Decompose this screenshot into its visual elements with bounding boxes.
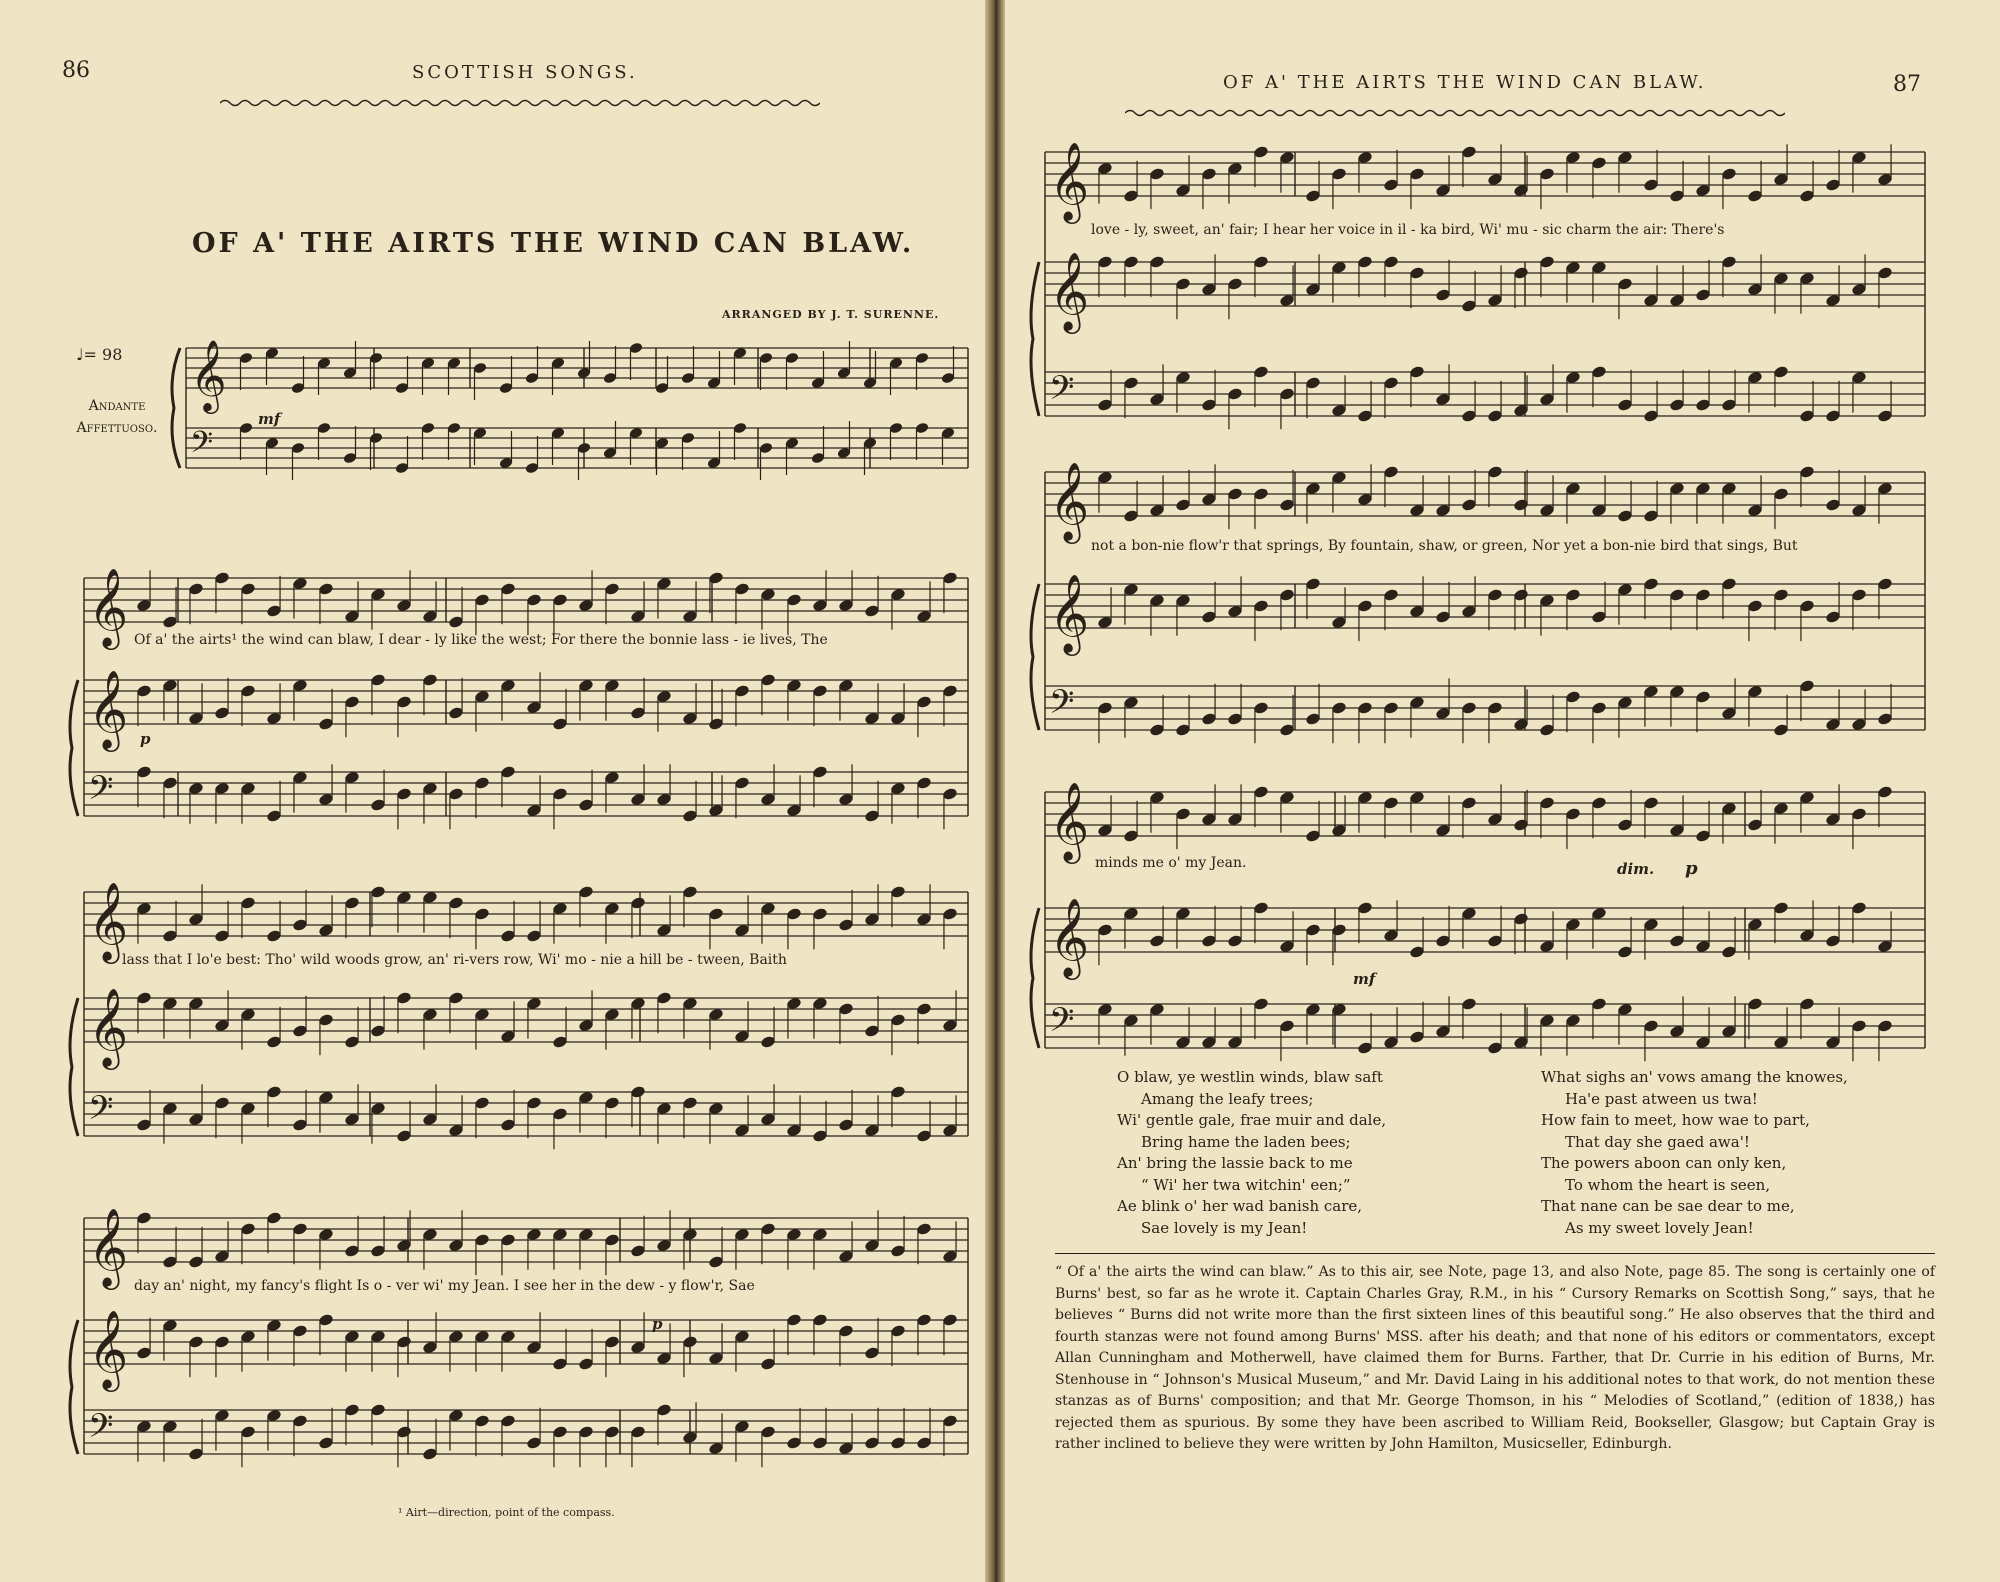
lyric-line: Of a' the airts¹ the wind can blaw, I dear - ly like the west; For there the bonnie lass - ie lives, The [134, 632, 828, 648]
arranger-credit: ARRANGED BY J. T. SURENNE. [722, 308, 940, 321]
metronome-mark: ♩= 98 [76, 345, 123, 364]
bass-clef-icon: 𝄢 [88, 1089, 114, 1135]
dynamic-mark: p [140, 730, 151, 748]
verse-line: How fain to meet, how wae to part, [1541, 1111, 1810, 1129]
verse-line: That nane can be sae dear to me, [1541, 1197, 1795, 1215]
song-note: “ Of a' the airts the wind can blaw.” As to this air, see Note, page 13, and also Note, page 85. The song is certainly one of Burns' best, so far as he wrote it. Captain Charles Gray, R.M., in his “ Cursory Remarks on Scottish Song,” says, that he believes “ Burns did not write more than the first sixteen lines of this beautiful song.” He also observes that the third and fourth stanzas were not found among Burns' MSS. after his death; and that none of his editors or commentators, except Allan Cunningham and Motherwell, have claimed them for Burns. Farther, that Dr. Currie in his edition of Burns, Mr. Stenhouse in “ Johnson's Musical Museum,” and Mr. David Laing in his additional notes to that work, do not mention these stanzas as of Burns' composition; and that Mr. George Thomson, in his “ Melodies of Scotland,” (edition of 1838,) has rejected them as spurious. By some they have been ascribed to William Reid, Bookseller, Glasgow; but Captain Gray is rather inclined to believe they were written by John Hamilton, Musicseller, Edinburgh. [1055, 1264, 1935, 1452]
verse-line: The powers aboon can only ken, [1541, 1154, 1787, 1172]
treble-clef-icon: 𝄞 [1049, 574, 1090, 653]
lyric-line: love - ly, sweet, an' fair; I hear her voice in il - ka bird, Wi' mu - sic charm the air: There's [1091, 222, 1725, 238]
bass-clef-icon: 𝄢 [1049, 683, 1075, 729]
verse-line: “ Wi' her twa witchin' een;” [1141, 1175, 1351, 1194]
verse-line: An' bring the lassie back to me [1117, 1154, 1353, 1172]
dynamic-mark: dim. [1617, 860, 1655, 878]
bass-clef-icon: 𝄢 [1049, 1001, 1075, 1047]
tempo-line: Affettuoso. [76, 420, 158, 436]
treble-clef-icon: 𝄞 [1049, 142, 1090, 221]
treble-clef-icon: 𝄞 [88, 1208, 129, 1287]
sheet-music-left [0, 0, 985, 1582]
brace [70, 998, 78, 1136]
treble-clef-icon: 𝄞 [1049, 462, 1090, 541]
treble-clef-icon: 𝄞 [1049, 252, 1090, 331]
verse-line: As my sweet lovely Jean! [1565, 1218, 1754, 1237]
brace [172, 348, 180, 468]
treble-clef-icon: 𝄞 [190, 338, 227, 411]
verse-line: Ae blink o' her wad banish care, [1117, 1197, 1363, 1215]
running-head: OF A' THE AIRTS THE WIND CAN BLAW. [1223, 72, 1707, 93]
treble-clef-icon: 𝄞 [88, 568, 129, 647]
treble-clef-icon: 𝄞 [88, 670, 129, 749]
bass-clef-icon: 𝄢 [190, 426, 214, 467]
bass-clef-icon: 𝄢 [88, 1407, 114, 1453]
verse-stanza [1541, 1067, 1921, 1239]
dynamic-mark: p [652, 1315, 663, 1333]
lyric-line: minds me o' my Jean. [1095, 855, 1247, 871]
verse-line: Sae lovely is my Jean! [1141, 1218, 1308, 1237]
book-gutter [985, 0, 1005, 1582]
verse-line: Ha'e past atween us twa! [1565, 1089, 1758, 1108]
dynamic-mark: mf [1353, 970, 1376, 988]
right-page [1005, 0, 2000, 1582]
brace [1031, 908, 1039, 1048]
verse-line: Wi' gentle gale, frae muir and dale, [1117, 1111, 1387, 1129]
footnote: ¹ Airt—direction, point of the compass. [398, 1506, 615, 1519]
bass-clef-icon: 𝄢 [1049, 369, 1075, 415]
verse-line: O blaw, ye westlin winds, blaw saft [1117, 1068, 1383, 1086]
verse-stanza [1117, 1067, 1447, 1239]
brace [1031, 262, 1039, 416]
song-title: OF A' THE AIRTS THE WIND CAN BLAW. [192, 228, 915, 259]
treble-clef-icon: 𝄞 [88, 1310, 129, 1389]
verse-line: Amang the leafy trees; [1141, 1089, 1314, 1108]
brace [70, 680, 78, 816]
dynamic-mark: p [1685, 858, 1698, 879]
divider [1055, 1253, 1935, 1254]
treble-clef-icon: 𝄞 [88, 882, 129, 961]
bass-clef-icon: 𝄢 [88, 769, 114, 815]
lyric-line: not a bon-nie flow'r that springs, By fountain, shaw, or green, Nor yet a bon-nie bird that sings, But [1091, 538, 1798, 554]
brace [1031, 584, 1039, 730]
verse-line: To whom the heart is seen, [1565, 1175, 1771, 1194]
running-head: SCOTTISH SONGS. [412, 62, 638, 83]
page-number: 87 [1893, 72, 1921, 97]
verse-line: What sighs an' vows amang the knowes, [1541, 1068, 1848, 1086]
lyric-line: day an' night, my fancy's flight Is o - ver wi' my Jean. I see her in the dew - y flow'r, Sae [134, 1278, 755, 1294]
treble-clef-icon: 𝄞 [1049, 898, 1090, 977]
crotchet-icon: ♩ [76, 345, 84, 364]
verse-line: That day she gaed awa'! [1565, 1132, 1750, 1151]
dynamic-mark: mf [258, 410, 281, 428]
treble-clef-icon: 𝄞 [88, 988, 129, 1067]
brace [70, 1320, 78, 1454]
tempo-line: Andante [88, 398, 146, 414]
lyric-line: lass that I lo'e best: Tho' wild woods grow, an' ri-vers row, Wi' mo - nie a hill be - tween, Baith [122, 952, 787, 968]
treble-clef-icon: 𝄞 [1049, 782, 1090, 861]
page-number: 86 [62, 58, 90, 83]
verse-line: Bring hame the laden bees; [1141, 1132, 1351, 1151]
left-page [0, 0, 985, 1582]
